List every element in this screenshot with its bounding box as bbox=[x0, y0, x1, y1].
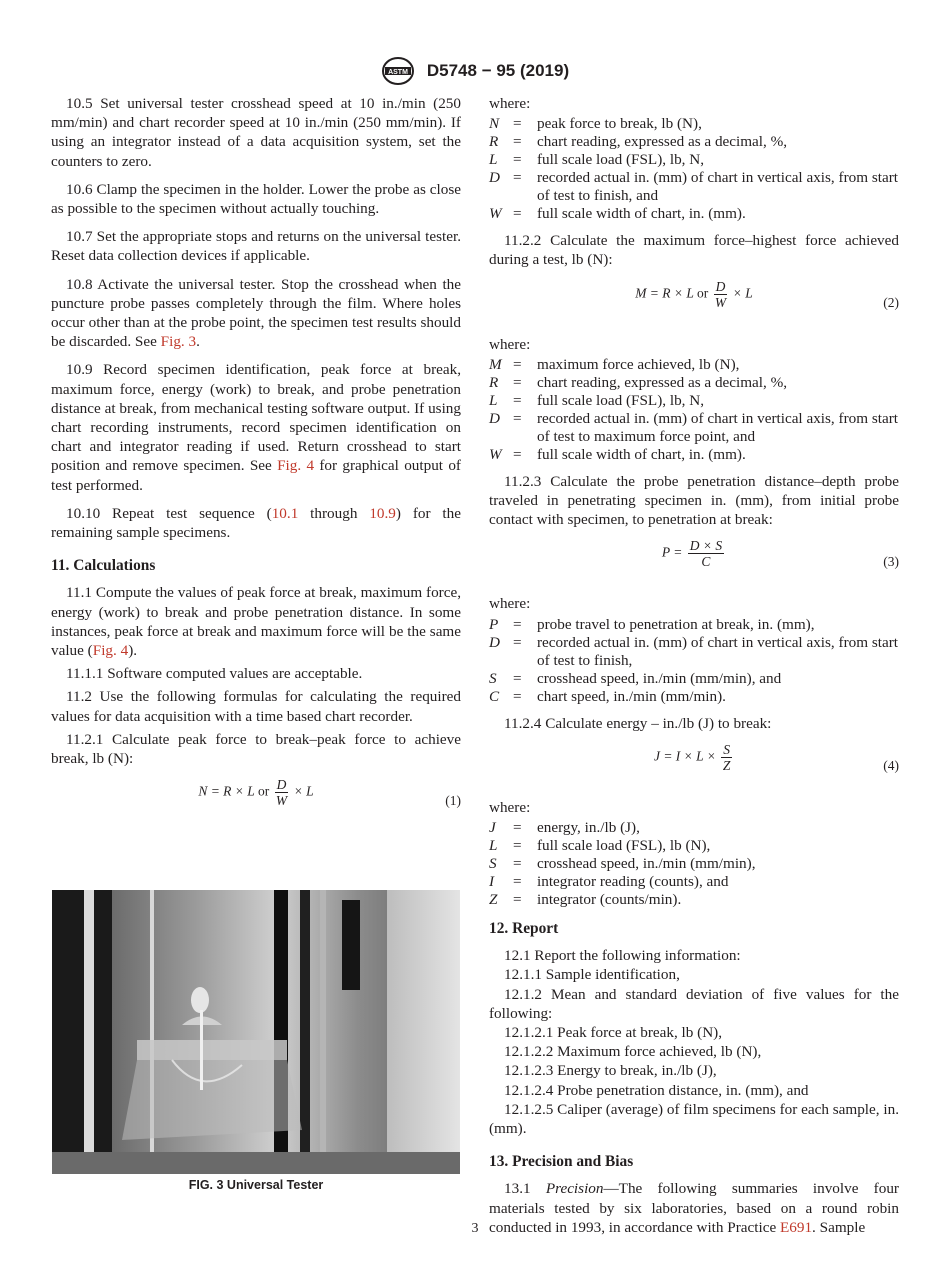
definition-row bbox=[489, 205, 899, 223]
paragraph-10-7: 10.7 Set the appropriate stops and returns on the universal tester. Reset data collection devices if applicable. bbox=[51, 228, 461, 265]
definition-symbol: R bbox=[489, 373, 499, 391]
definition-symbol: L bbox=[489, 151, 498, 169]
paragraph-10-6: 10.6 Clamp the specimen in the holder. Lower the probe as close as possible to the specimen without actually touching. bbox=[51, 180, 461, 218]
definition-equals: = bbox=[513, 855, 522, 873]
definition-symbol: M bbox=[489, 355, 502, 373]
definition-symbol: S bbox=[489, 855, 497, 873]
report-item: 12.1.2.2 Maximum force achieved, lb (N), bbox=[504, 1043, 762, 1061]
definition-equals: = bbox=[513, 873, 522, 891]
definition-equals: = bbox=[513, 391, 522, 409]
definitions-eq2 bbox=[489, 356, 899, 464]
definition-symbol: C bbox=[489, 687, 500, 705]
where-label: where: bbox=[489, 798, 531, 816]
report-item: 12.1.2.1 Peak force at break, lb (N), bbox=[504, 1024, 723, 1042]
definition-symbol: D bbox=[489, 169, 500, 187]
definition-symbol: I bbox=[489, 873, 495, 891]
paragraph-11-1-1: 11.1.1 Software computed values are acceptable. bbox=[66, 665, 363, 683]
equation-number: (4) bbox=[883, 757, 899, 773]
report-item: 12.1 Report the following information: bbox=[504, 947, 741, 965]
definition-equals: = bbox=[513, 169, 522, 187]
paragraph-10-8: 10.8 Activate the universal tester. Stop the crosshead when the puncture probe passes completely through the film. Where holes occur other than at the probe point, the specimen test results should be discarded. See Fig. 3. bbox=[51, 275, 461, 351]
definition-text: full scale load (FSL), lb, N, bbox=[537, 391, 705, 409]
definition-text: maximum force achieved, lb (N), bbox=[537, 355, 740, 373]
figure-caption: FIG. 3 Universal Tester bbox=[188, 1178, 324, 1192]
definition-symbol: N bbox=[489, 115, 500, 133]
practice-e691-link[interactable]: E691 bbox=[779, 1218, 813, 1236]
paragraph-10-9: 10.9 Record specimen identification, peak force at break, maximum force, energy (work) to break, and probe penetration distance at break, from mechanical testing software output. If using chart recording instruments, record specimen identification on chart and integrator reading if used. Return crosshead to start position and remove specimen. See Fig. 4 for graphical output of test performed. bbox=[51, 361, 461, 494]
definition-row bbox=[489, 374, 899, 392]
definition-text: full scale load (FSL), lb (N), bbox=[537, 837, 711, 855]
equation-3: P = $\frac{D \times S}{C}$ (3) bbox=[489, 538, 899, 582]
paragraph-13-1: 13.1 Precision—The following summaries involve four materials tested by six laboratories, based on a round robin conducted in 1993, in accordance with Practice E691. Sample bbox=[489, 1180, 899, 1236]
definition-text: full scale load (FSL), lb, N, bbox=[537, 151, 705, 169]
definition-symbol: L bbox=[489, 391, 498, 409]
definition-text: peak force to break, lb (N), bbox=[537, 115, 702, 133]
definition-equals: = bbox=[513, 151, 522, 169]
report-item: 12.1.1 Sample identification, bbox=[504, 966, 680, 984]
definition-text: chart speed, in./min (mm/min). bbox=[537, 687, 726, 705]
definition-row bbox=[489, 133, 899, 151]
report-item: 12.1.2.4 Probe penetration distance, in. (mm), and bbox=[504, 1081, 809, 1099]
report-item: 12.1.2.3 Energy to break, in./lb (J), bbox=[504, 1062, 717, 1080]
paragraph-11-2-1: 11.2.1 Calculate peak force to break–peak force to achieve break, lb (N): bbox=[51, 730, 461, 768]
definition-row bbox=[489, 670, 899, 688]
definition-symbol: P bbox=[489, 615, 499, 633]
definition-row bbox=[489, 837, 899, 855]
definition-text: full scale width of chart, in. (mm). bbox=[537, 205, 746, 223]
equation-1: N = R × L or $\frac{D}{W}$ × L (1) bbox=[51, 777, 461, 821]
definition-row bbox=[489, 855, 899, 873]
report-list bbox=[489, 946, 899, 1138]
definition-text: integrator reading (counts), and bbox=[537, 873, 729, 891]
universal-tester-photo bbox=[52, 890, 460, 1174]
definition-symbol: L bbox=[489, 837, 498, 855]
definition-equals: = bbox=[513, 891, 522, 909]
definition-symbol: D bbox=[489, 633, 500, 651]
fig-3-link[interactable]: Fig. 3 bbox=[160, 333, 197, 351]
definition-equals: = bbox=[513, 133, 522, 151]
definition-equals: = bbox=[513, 355, 522, 373]
definition-row bbox=[489, 151, 899, 169]
definition-equals: = bbox=[513, 837, 522, 855]
definition-text: recorded actual in. (mm) of chart in vertical axis, from start of test to finish, and bbox=[537, 169, 898, 205]
definition-equals: = bbox=[513, 819, 522, 837]
fig-4-link[interactable]: Fig. 4 bbox=[92, 642, 129, 660]
section-heading-calculations: 11. Calculations bbox=[51, 557, 156, 575]
paragraph-11-2-4: 11.2.4 Calculate energy – in./lb (J) to break: bbox=[504, 714, 772, 732]
definitions-eq4 bbox=[489, 819, 899, 909]
page-header bbox=[0, 56, 950, 86]
definition-row bbox=[489, 356, 899, 374]
definition-symbol: S bbox=[489, 669, 497, 687]
document-designation: D5748 − 95 (2019) bbox=[426, 61, 570, 80]
definition-row bbox=[489, 115, 899, 133]
definition-symbol: Z bbox=[489, 891, 498, 909]
paragraph-10-5: 10.5 Set universal tester crosshead speed at 10 in./min (250 mm/min) and chart recorder speed at 10 in./min (250 mm/min). If using an integrator instead of a data acquisition system, set the counters to zero. bbox=[51, 95, 461, 170]
equation-4: J = I × L × $\frac{S}{Z}$ (4) bbox=[489, 742, 899, 786]
paragraph-11-2-2: 11.2.2 Calculate the maximum force–highest force achieved during a test, lb (N): bbox=[489, 232, 899, 269]
astm-logo-icon bbox=[381, 56, 415, 86]
definition-text: recorded actual in. (mm) of chart in vertical axis, from start of test to maximum force point, and bbox=[537, 409, 898, 445]
fig-4-link[interactable]: Fig. 4 bbox=[277, 457, 315, 475]
equation-2: M = R × L or $\frac{D}{W}$ × L (2) bbox=[489, 279, 899, 323]
definition-row bbox=[489, 891, 899, 909]
section-10-1-link[interactable]: 10.1 bbox=[271, 504, 299, 522]
where-label: where: bbox=[489, 595, 531, 613]
definition-equals: = bbox=[513, 205, 522, 223]
definition-row bbox=[489, 169, 899, 205]
right-column bbox=[489, 94, 899, 1246]
definitions-eq3 bbox=[489, 616, 899, 706]
equation-number: (2) bbox=[883, 294, 899, 310]
definition-symbol: J bbox=[489, 819, 496, 837]
definition-row bbox=[489, 446, 899, 464]
definition-equals: = bbox=[513, 687, 522, 705]
definition-row bbox=[489, 634, 899, 670]
svg-text:ASTM: ASTM bbox=[387, 68, 408, 76]
section-heading-report: 12. Report bbox=[489, 920, 559, 938]
definition-row bbox=[489, 392, 899, 410]
page-number: 3 bbox=[471, 1221, 479, 1236]
equation-number: (1) bbox=[445, 793, 461, 809]
definition-text: crosshead speed, in./min (mm/min), bbox=[537, 855, 756, 873]
definition-text: energy, in./lb (J), bbox=[537, 819, 640, 837]
definition-symbol: D bbox=[489, 409, 500, 427]
definition-symbol: W bbox=[489, 205, 502, 223]
definition-text: recorded actual in. (mm) of chart in vertical axis, from start of test to finish, bbox=[537, 633, 898, 669]
definition-row bbox=[489, 688, 899, 706]
definitions-eq1 bbox=[489, 115, 899, 223]
definition-row bbox=[489, 819, 899, 837]
paragraph-11-2: 11.2 Use the following formulas for calculating the required values for data acquisition with a time based chart recorder. bbox=[51, 688, 461, 725]
definition-symbol: R bbox=[489, 133, 499, 151]
definition-equals: = bbox=[513, 615, 522, 633]
definition-text: crosshead speed, in./min (mm/min), and bbox=[537, 669, 782, 687]
definition-equals: = bbox=[513, 633, 522, 651]
section-10-9-link[interactable]: 10.9 bbox=[369, 504, 396, 522]
definition-row bbox=[489, 616, 899, 634]
definition-symbol: W bbox=[489, 445, 502, 463]
definition-text: integrator (counts/min). bbox=[537, 891, 682, 909]
where-label: where: bbox=[489, 95, 531, 112]
definition-equals: = bbox=[513, 409, 522, 427]
definition-text: probe travel to penetration at break, in. (mm), bbox=[537, 615, 815, 633]
definition-text: full scale width of chart, in. (mm). bbox=[537, 445, 746, 463]
paragraph-11-1: 11.1 Compute the values of peak force at break, maximum force, energy (work) to break and probe penetration distance. In some instances, peak force at break and maximum force will be the same value (Fig. 4). bbox=[51, 584, 461, 660]
definition-equals: = bbox=[513, 373, 522, 391]
where-label: where: bbox=[489, 335, 531, 353]
definition-row bbox=[489, 410, 899, 446]
definition-equals: = bbox=[513, 445, 522, 463]
definition-text: chart reading, expressed as a decimal, %, bbox=[537, 373, 788, 391]
definition-row bbox=[489, 873, 899, 891]
left-column bbox=[51, 94, 461, 833]
equation-number: (3) bbox=[883, 554, 899, 570]
report-item: 12.1.2 Mean and standard deviation of five values for the following: bbox=[489, 985, 899, 1022]
report-item: 12.1.2.5 Caliper (average) of film specimens for each sample, in. (mm). bbox=[489, 1100, 899, 1138]
paragraph-11-2-3: 11.2.3 Calculate the probe penetration distance–depth probe traveled in penetrating specimen in. (mm), from initial probe contact with specimen, to penetration at break: bbox=[489, 472, 899, 529]
definition-equals: = bbox=[513, 115, 522, 133]
definition-equals: = bbox=[513, 669, 522, 687]
paragraph-10-10: 10.10 Repeat test sequence (10.1 through 10.9) for the remaining sample specimens. bbox=[51, 504, 461, 542]
definition-text: chart reading, expressed as a decimal, %, bbox=[537, 133, 788, 151]
section-heading-precision-bias: 13. Precision and Bias bbox=[489, 1153, 634, 1171]
